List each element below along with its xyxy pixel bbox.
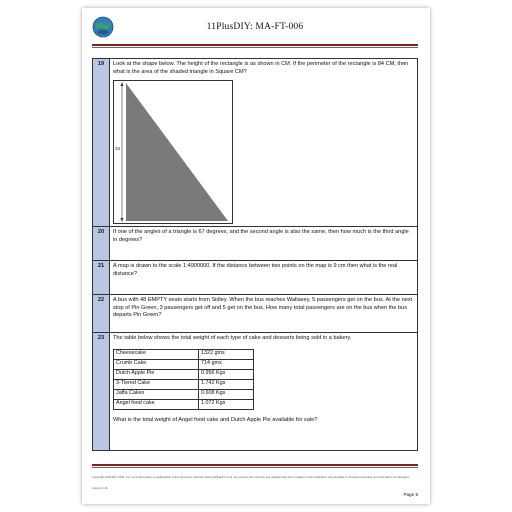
footer-rule-thin xyxy=(92,467,418,468)
cake-name: Crumb Cake xyxy=(114,359,199,369)
worksheet-page xyxy=(82,8,430,504)
footer-rule xyxy=(92,464,418,466)
cake-weight: 714 gms xyxy=(199,359,254,369)
question-text: A bus with 48 EMPTY seats starts from Sidley. When the bus reaches Wallasey, 5 passengers get on the bus. At the next stop of Pin Green, 3 passengers get off and 5 get on the bus. How many total passengers are on the bus when the bus departs Pin Green? xyxy=(110,295,418,333)
page-header xyxy=(92,16,418,42)
table-row xyxy=(114,399,254,409)
cake-weight: 0.608 Kgs xyxy=(199,389,254,399)
document-title: 11PlusDIY: MA-FT-006 xyxy=(206,22,304,32)
height-label: 34 xyxy=(115,146,121,152)
question-number: 19 xyxy=(93,59,110,227)
questions-table xyxy=(92,58,418,451)
table-row xyxy=(114,389,254,399)
page-number: Page 5 xyxy=(403,492,418,497)
arrow-up-icon xyxy=(121,82,124,86)
question-row xyxy=(93,333,418,451)
cake-name: Dutch Apple Pie xyxy=(114,369,199,379)
question-row xyxy=(93,227,418,261)
question-text: If one of the angles of a triangle is 67 degrees, and the second angle is also the same, then how much is the third angle in degrees? xyxy=(110,227,418,261)
table-row xyxy=(114,379,254,389)
cake-weight: 1.072 Kgs xyxy=(199,399,254,409)
shaded-triangle xyxy=(126,83,228,221)
question-cell xyxy=(110,333,418,451)
version-label: Version 1.10 xyxy=(92,486,108,490)
question-number: 21 xyxy=(93,261,110,295)
header-rule xyxy=(92,44,418,46)
header-rule-thin xyxy=(92,47,418,48)
question-row xyxy=(93,59,418,227)
question-number: 23 xyxy=(93,333,110,451)
cake-weight: 1.742 Kgs xyxy=(199,379,254,389)
question-followup: What is the total weight of Angel food cake and Dutch Apple Pie available for sale? xyxy=(113,416,318,423)
question-text: The table below shows the total weight of each type of cake and desserts being sold in a bakery. xyxy=(113,335,352,342)
question-text: A map is drawn to the scale 1:4900000. If the distance between two points on the map is 9 cm then what is the real distance? xyxy=(110,261,418,295)
question-number: 22 xyxy=(93,295,110,333)
cake-name: Jaffa Cakes xyxy=(114,389,199,399)
cake-name: Angel food cake xyxy=(114,399,199,409)
question-number: 20 xyxy=(93,227,110,261)
question-text: Look at the shape below. The height of the rectangle is as shown in CM. If the perimeter of the rectangle is 84 CM, then what is the area of the shaded triangle in Square CM? xyxy=(113,61,409,75)
copyright-notice: Copyright 11PlusDIY 2011. For more information on authenticity of this document visit http://www.11PlusDIY.co.uk. Any person who commits any unauthorised act in relation to this publication may be liable to criminal prosecution and civil claims for damages. xyxy=(92,475,410,479)
cake-name: 3-Tiered Cake xyxy=(114,379,199,389)
table-row xyxy=(114,359,254,369)
table-row xyxy=(114,349,254,359)
question-cell xyxy=(110,59,418,227)
question-row xyxy=(93,295,418,333)
table-row xyxy=(114,369,254,379)
triangle-diagram xyxy=(114,81,232,223)
rectangle-figure xyxy=(113,80,233,224)
cake-weight: 1322 gms xyxy=(199,349,254,359)
cake-weight-table xyxy=(113,349,254,410)
question-row xyxy=(93,261,418,295)
arrow-down-icon xyxy=(121,218,124,222)
cake-name: Cheesecake xyxy=(114,349,199,359)
cake-weight: 0.956 Kgs xyxy=(199,369,254,379)
